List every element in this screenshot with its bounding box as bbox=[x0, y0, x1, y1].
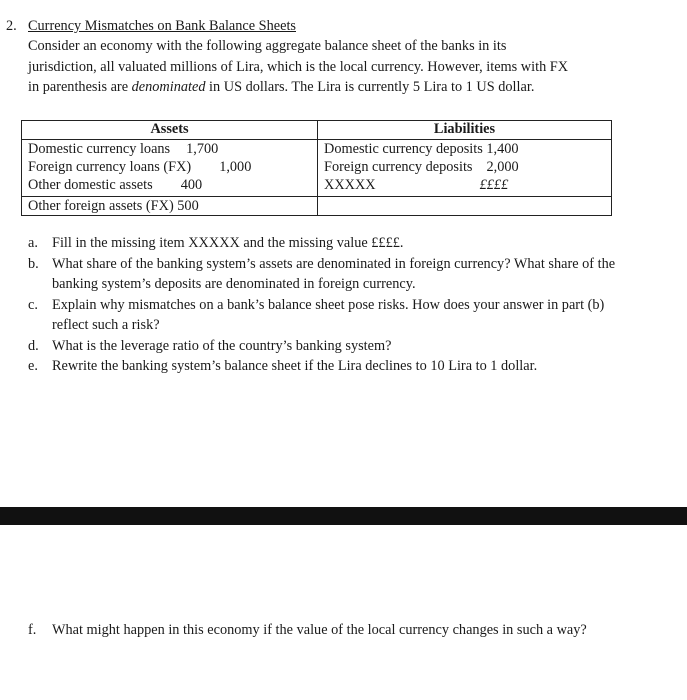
liabilities-cell bbox=[318, 140, 612, 197]
part-c: c. Explain why mismatches on a bank’s balance sheet pose risks. How does your answer in part (b) reflect such a risk? bbox=[28, 296, 605, 333]
asset-row: Foreign currency loans (FX) 1,000 bbox=[28, 159, 252, 175]
part-a: a. Fill in the missing item XXXXX and the missing value ££££. bbox=[28, 235, 404, 251]
denominated-emphasis: denominated bbox=[131, 79, 206, 95]
asset-row: Other foreign assets (FX) 500 bbox=[22, 197, 318, 216]
part-e: e. Rewrite the banking system’s balance sheet if the Lira declines to 10 Lira to 1 dollar. bbox=[28, 358, 538, 374]
asset-row: Domestic currency loans 1,700 bbox=[28, 141, 219, 157]
question-intro bbox=[28, 36, 628, 98]
question-title: Currency Mismatches on Bank Balance Sheets bbox=[28, 18, 296, 34]
intro-line-2: jurisdiction, all valuated millions of Lira, which is the local currency. However, items with FX bbox=[28, 58, 569, 75]
part-f: f. What might happen in this economy if the value of the local currency changes in such a way? bbox=[28, 622, 587, 638]
question-heading bbox=[6, 16, 296, 36]
page-separator-bar bbox=[0, 507, 687, 525]
assets-header: Assets bbox=[22, 121, 318, 140]
balance-sheet-table bbox=[21, 120, 612, 216]
liability-row: XXXXX ££££ bbox=[324, 177, 509, 193]
liability-row: Domestic currency deposits 1,400 bbox=[324, 141, 519, 157]
intro-line-3: in parenthesis are denominated in US dollars. The Lira is currently 5 Lira to 1 US dollar. bbox=[28, 79, 535, 95]
question-parts bbox=[28, 233, 628, 377]
assets-cell bbox=[22, 140, 318, 197]
part-b: b. What share of the banking system’s assets are denominated in foreign currency? What share of the banking system’s deposits are denominated in foreign currency. bbox=[28, 255, 616, 292]
asset-row: Other domestic assets 400 bbox=[28, 177, 203, 193]
liability-row: Foreign currency deposits 2,000 bbox=[324, 159, 519, 175]
part-d: d. What is the leverage ratio of the country’s banking system? bbox=[28, 337, 392, 354]
intro-line-1: Consider an economy with the following aggregate balance sheet of the banks in its bbox=[28, 38, 507, 54]
liabilities-header: Liabilities bbox=[318, 121, 612, 140]
liability-empty-cell bbox=[318, 197, 612, 216]
question-number: 2. bbox=[6, 18, 17, 34]
